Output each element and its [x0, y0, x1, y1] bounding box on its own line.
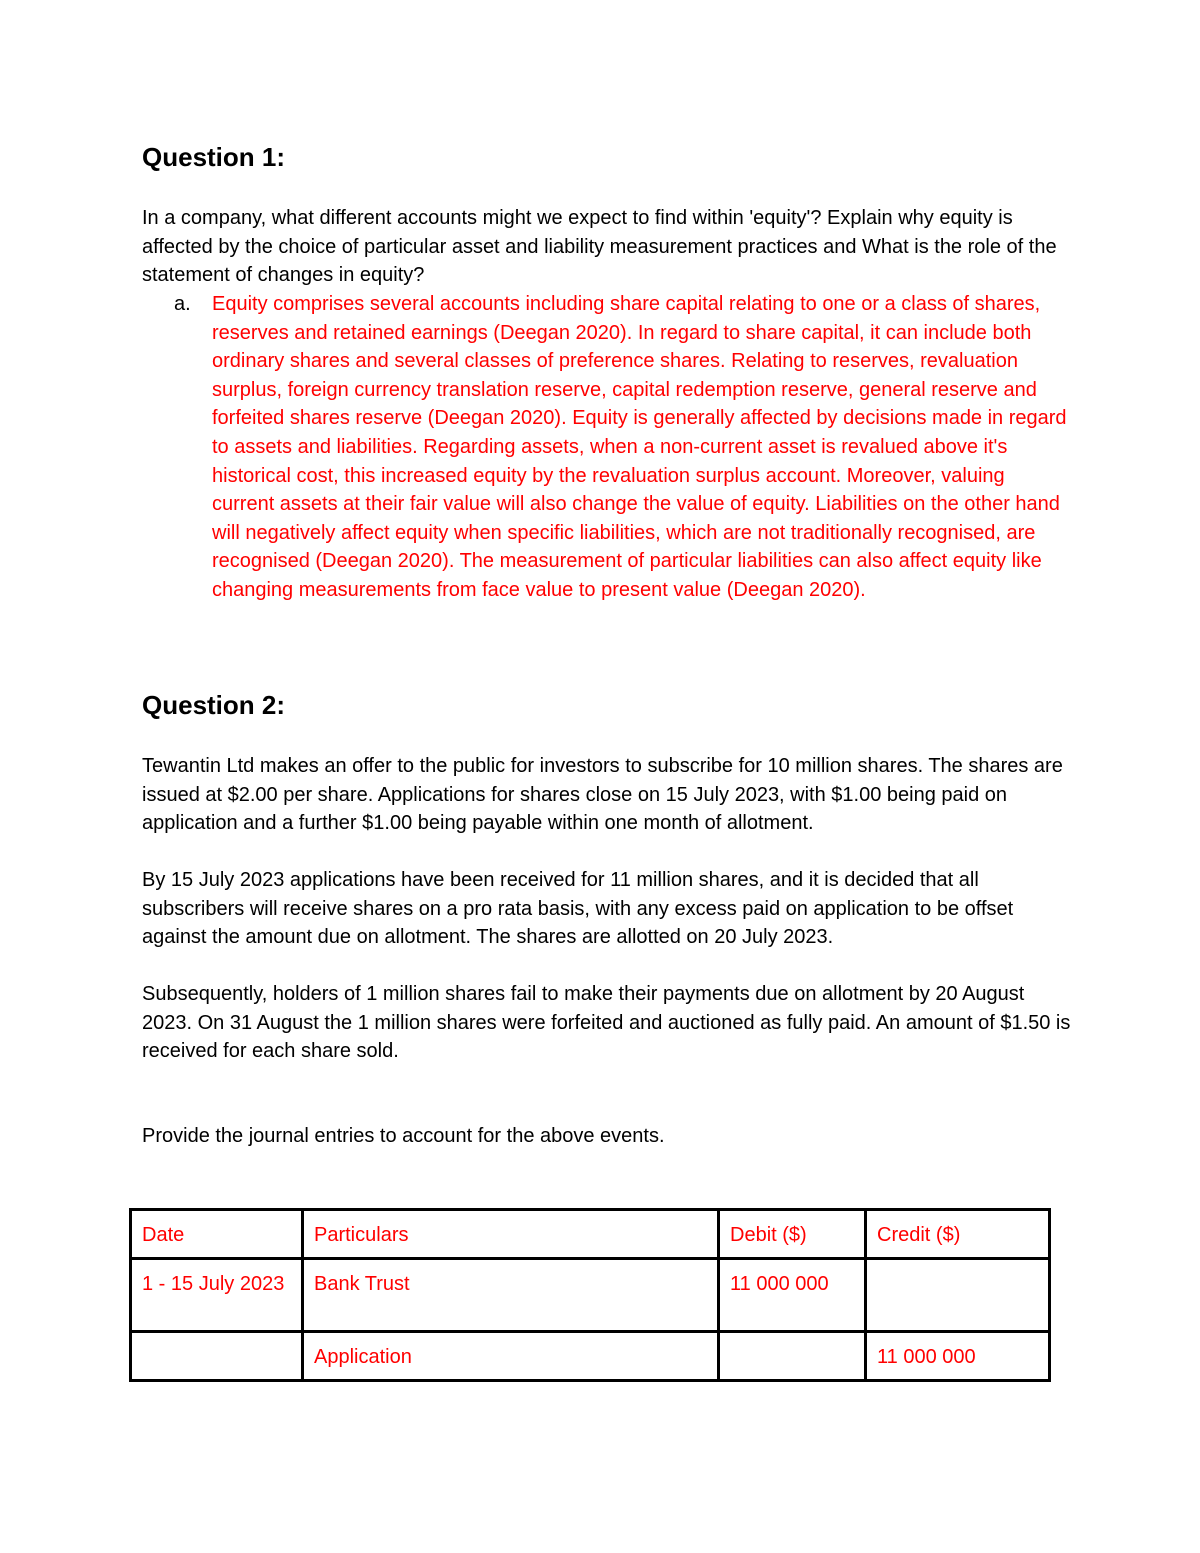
header-particulars: Particulars — [303, 1210, 719, 1259]
question-1-answer: Equity comprises several accounts including share capital relating to one or a class of shares, reserves and retained earnings (Deegan 2020). In regard to share capital, it can include both ordinary shares and several classes of preference shares. Relating to reserves, revaluation surplus, foreign currency translation reserve, capital redemption reserve, general reserve and forfeited shares reserve (Deegan 2020). Equity is generally affected by decisions made in regard to assets and liabilities. Regarding assets, when a non-current asset is revalued above it's historical cost, this increased equity by the revaluation surplus account. Moreover, valuing current assets at their fair value will also change the value of equity. Liabilities on the other hand will negatively affect equity when specific liabilities, which are not traditionally recognised, are recognised (Deegan 2020). The measurement of particular liabilities can also affect equity like changing measurements from face value to present value (Deegan 2020). — [212, 293, 1067, 601]
question-1-prompt: In a company, what different accounts might we expect to find within 'equity'? Explain why equity is affected by the choice of particular asset and liability measurement practices and What is the role of the statement of changes in equity? — [142, 207, 1057, 287]
table-header-row — [131, 1210, 1050, 1259]
cell-particulars: Bank Trust — [303, 1259, 719, 1332]
header-debit: Debit ($) — [719, 1210, 866, 1259]
cell-date: 1 - 15 July 2023 — [131, 1259, 303, 1332]
cell-particulars: Application — [303, 1332, 719, 1381]
question-2-instruction: Provide the journal entries to account for the above events. — [142, 1125, 665, 1147]
question-2-heading: Question 2: — [142, 690, 286, 720]
answer-list-marker: a. — [174, 293, 191, 315]
question-2-paragraph-1: Tewantin Ltd makes an offer to the public for investors to subscribe for 10 million shares. The shares are issued at $2.00 per share. Applications for shares close on 15 July 2023, with $1.00 being paid on application and a further $1.00 being payable within one month of allotment. — [142, 755, 1063, 835]
question-1-heading: Question 1: — [142, 142, 286, 172]
header-date: Date — [131, 1210, 303, 1259]
header-credit: Credit ($) — [866, 1210, 1050, 1259]
cell-debit: 11 000 000 — [719, 1259, 866, 1332]
cell-credit: 11 000 000 — [866, 1332, 1050, 1381]
cell-debit — [719, 1332, 866, 1381]
table-row — [131, 1332, 1050, 1381]
journal-entries-table — [129, 1208, 1051, 1382]
question-2-paragraph-2: By 15 July 2023 applications have been received for 11 million shares, and it is decided that all subscribers will receive shares on a pro rata basis, with any excess paid on application to be offset against the amount due on allotment. The shares are allotted on 20 July 2023. — [142, 869, 1014, 949]
question-2-paragraph-3: Subsequently, holders of 1 million shares fail to make their payments due on allotment by 20 August 2023. On 31 August the 1 million shares were forfeited and auctioned as fully paid. An amount of $1.50 is received for each share sold. — [142, 983, 1071, 1063]
cell-credit — [866, 1259, 1050, 1332]
table-row — [131, 1259, 1050, 1332]
cell-date — [131, 1332, 303, 1381]
